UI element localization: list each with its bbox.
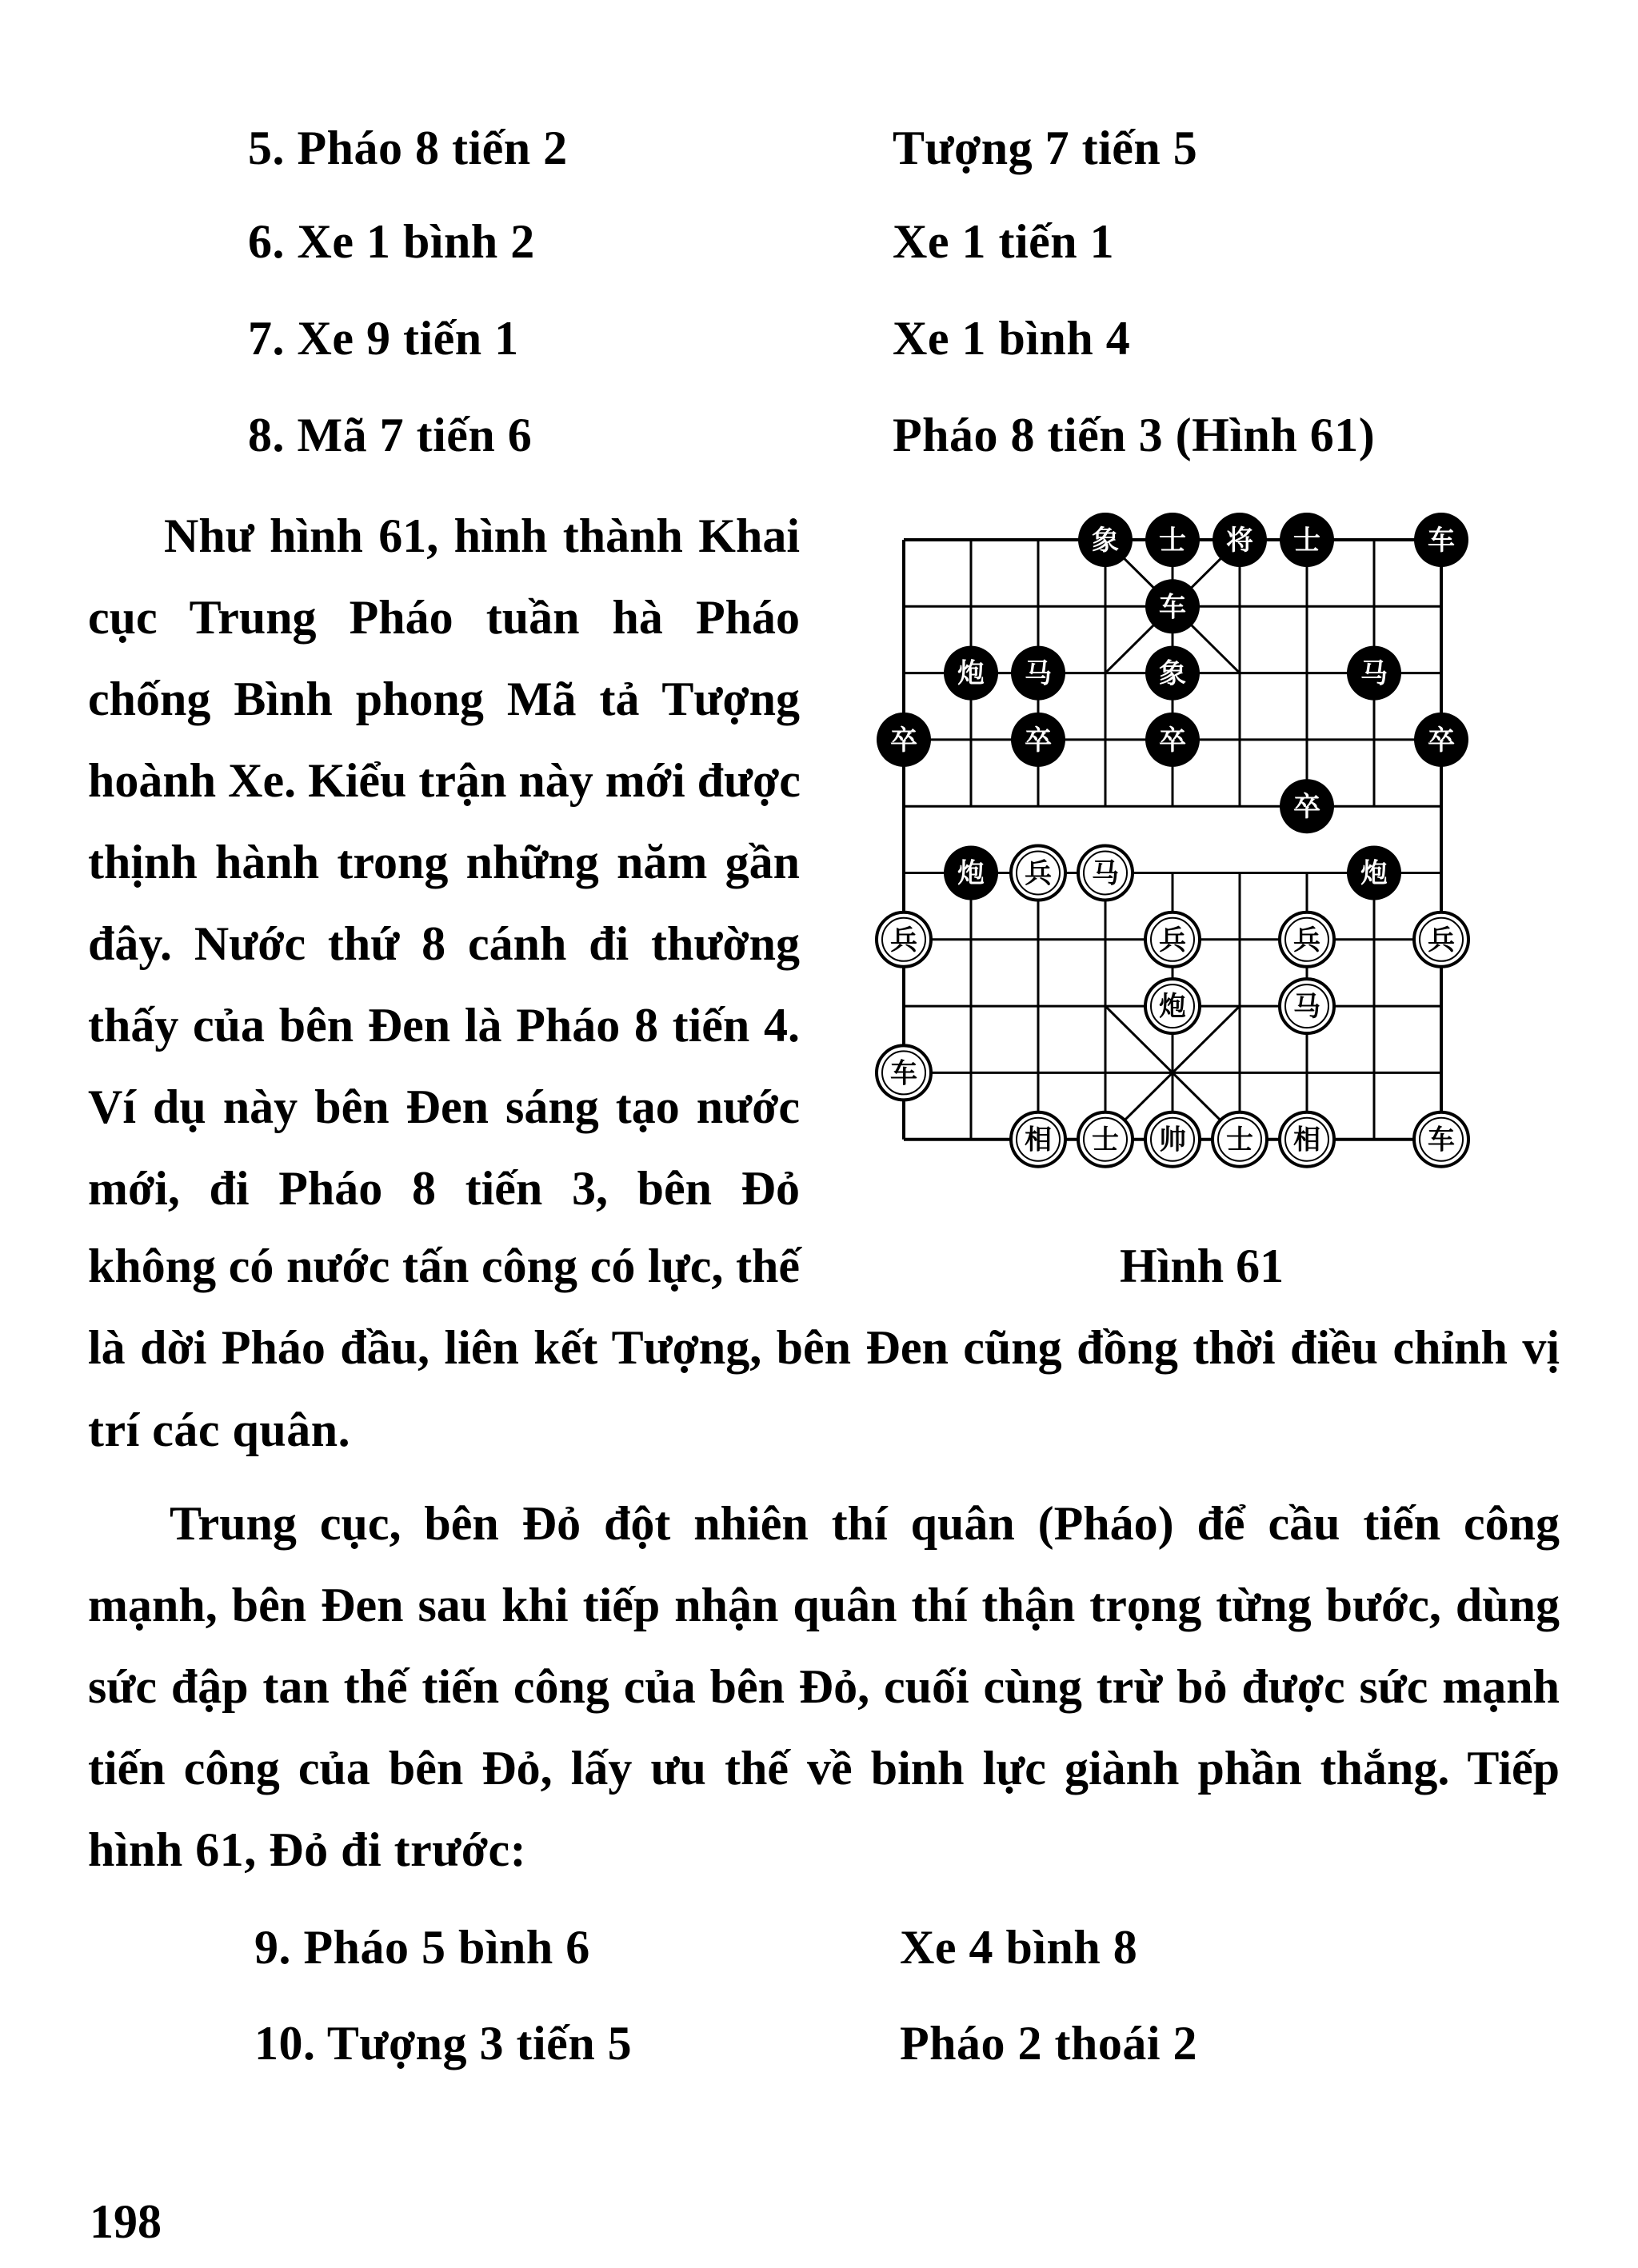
piece-label: 炮 xyxy=(1159,991,1186,1024)
piece-red xyxy=(877,912,931,967)
piece-black xyxy=(1213,513,1267,567)
move-8-black: Pháo 8 tiến 3 (Hình 61) xyxy=(893,409,1376,461)
para2-line-2: mạnh, bên Đen sau khi tiếp nhận quân thí thận trọng từng bước, dùng xyxy=(88,1579,1560,1631)
move-7-black: Xe 1 bình 4 xyxy=(893,312,1131,365)
piece-label: 兵 xyxy=(890,924,917,956)
move-10-red: 10. Tượng 3 tiến 5 xyxy=(254,2017,633,2070)
piece-black xyxy=(944,846,998,900)
move-7-red: 7. Xe 9 tiến 1 xyxy=(248,312,519,365)
para1-line-8: Ví dụ này bên Đen sáng tạo nước xyxy=(88,1080,800,1133)
piece-red xyxy=(1280,1112,1334,1167)
piece-red xyxy=(1213,1112,1267,1167)
para2-line-4: tiến công của bên Đỏ, lấy ưu thế về binh lực giành phần thắng. Tiếp xyxy=(88,1742,1560,1795)
piece-red xyxy=(1280,979,1334,1033)
piece-red xyxy=(1078,1112,1133,1167)
para1-line-2: cục Trung Pháo tuần hà Pháo xyxy=(88,591,800,644)
piece-label: 车 xyxy=(890,1057,917,1090)
piece-label: 将 xyxy=(1226,525,1253,557)
piece-black xyxy=(1347,846,1401,900)
para1-line-6: đây. Nước thứ 8 cánh đi thường xyxy=(88,917,800,970)
piece-label: 炮 xyxy=(957,857,985,890)
para1-line-4: hoành Xe. Kiểu trận này mới được xyxy=(88,754,801,807)
piece-label: 马 xyxy=(1092,857,1119,890)
move-5-red: 5. Pháo 8 tiến 2 xyxy=(248,122,568,174)
piece-red xyxy=(1145,912,1200,967)
piece-label: 卒 xyxy=(1428,724,1455,757)
move-6-black: Xe 1 tiến 1 xyxy=(893,215,1115,268)
piece-label: 士 xyxy=(1159,525,1186,557)
para1-line-9: mới, đi Pháo 8 tiến 3, bên Đỏ xyxy=(88,1162,800,1215)
piece-label: 兵 xyxy=(1025,857,1052,890)
para2-line-1: Trung cục, bên Đỏ đột nhiên thí quân (Pháo) để cầu tiến công xyxy=(170,1497,1560,1550)
piece-label: 象 xyxy=(1159,657,1186,690)
piece-black xyxy=(1011,713,1065,767)
para1-line-3: chống Bình phong Mã tả Tượng xyxy=(88,673,800,725)
piece-red xyxy=(1078,846,1133,900)
move-9-black: Xe 4 bình 8 xyxy=(900,1921,1138,1974)
piece-red xyxy=(1145,979,1200,1033)
piece-red xyxy=(877,1045,931,1100)
piece-black xyxy=(944,646,998,701)
para1-line-5: thịnh hành trong những năm gần xyxy=(88,836,800,888)
move-5-black: Tượng 7 tiến 5 xyxy=(893,122,1198,174)
piece-red xyxy=(1145,1112,1200,1167)
piece-label: 马 xyxy=(1360,657,1388,690)
piece-black xyxy=(1145,579,1200,633)
figure-caption: Hình 61 xyxy=(1120,1240,1284,1292)
para1-line-1: Như hình 61, hình thành Khai xyxy=(164,509,800,562)
piece-label: 马 xyxy=(1025,657,1052,690)
piece-label: 车 xyxy=(1428,525,1455,557)
piece-label: 车 xyxy=(1159,591,1186,624)
piece-label: 相 xyxy=(1025,1124,1052,1156)
move-10-black: Pháo 2 thoái 2 xyxy=(900,2017,1198,2070)
piece-label: 象 xyxy=(1092,525,1119,557)
xiangqi-board-figure xyxy=(868,504,1508,1176)
piece-label: 马 xyxy=(1293,991,1320,1024)
piece-label: 卒 xyxy=(1159,724,1186,757)
piece-label: 兵 xyxy=(1293,924,1320,956)
piece-red xyxy=(1011,1112,1065,1167)
piece-label: 兵 xyxy=(1159,924,1186,956)
piece-label: 士 xyxy=(1293,525,1320,557)
para2-line-5: hình 61, Đỏ đi trước: xyxy=(88,1823,527,1876)
piece-label: 卒 xyxy=(1293,791,1320,824)
piece-label: 帅 xyxy=(1159,1124,1186,1156)
piece-red xyxy=(1414,912,1468,967)
piece-red xyxy=(1011,846,1065,900)
piece-label: 兵 xyxy=(1428,924,1455,956)
piece-label: 相 xyxy=(1293,1124,1320,1156)
piece-black xyxy=(1414,713,1468,767)
piece-label: 士 xyxy=(1226,1124,1253,1156)
piece-black xyxy=(1280,779,1334,833)
piece-black xyxy=(1347,646,1401,701)
piece-red xyxy=(1280,912,1334,967)
para1-line-12: trí các quân. xyxy=(88,1404,351,1456)
move-8-red: 8. Mã 7 tiến 6 xyxy=(248,409,533,461)
piece-red xyxy=(1414,1112,1468,1167)
piece-label: 车 xyxy=(1428,1124,1455,1156)
piece-black xyxy=(1145,513,1200,567)
move-9-red: 9. Pháo 5 bình 6 xyxy=(254,1921,590,1974)
move-6-red: 6. Xe 1 bình 2 xyxy=(248,215,535,268)
piece-black xyxy=(877,713,931,767)
piece-label: 卒 xyxy=(1025,724,1052,757)
piece-label: 炮 xyxy=(957,657,985,690)
piece-label: 炮 xyxy=(1360,857,1388,890)
para2-line-3: sức đập tan thế tiến công của bên Đỏ, cuối cùng trừ bỏ được sức mạnh xyxy=(88,1660,1560,1713)
page-number: 198 xyxy=(90,2195,162,2248)
piece-black xyxy=(1078,513,1133,567)
piece-black xyxy=(1145,646,1200,701)
para1-line-7: thấy của bên Đen là Pháo 8 tiến 4. xyxy=(88,999,800,1052)
piece-label: 士 xyxy=(1092,1124,1119,1156)
piece-black xyxy=(1011,646,1065,701)
piece-black xyxy=(1414,513,1468,567)
para1-line-11: là dời Pháo đầu, liên kết Tượng, bên Đen cũng đồng thời điều chỉnh vị xyxy=(88,1321,1560,1374)
piece-black xyxy=(1280,513,1334,567)
piece-black xyxy=(1145,713,1200,767)
piece-label: 卒 xyxy=(890,724,917,757)
para1-line-10: không có nước tấn công có lực, thế xyxy=(88,1240,800,1292)
